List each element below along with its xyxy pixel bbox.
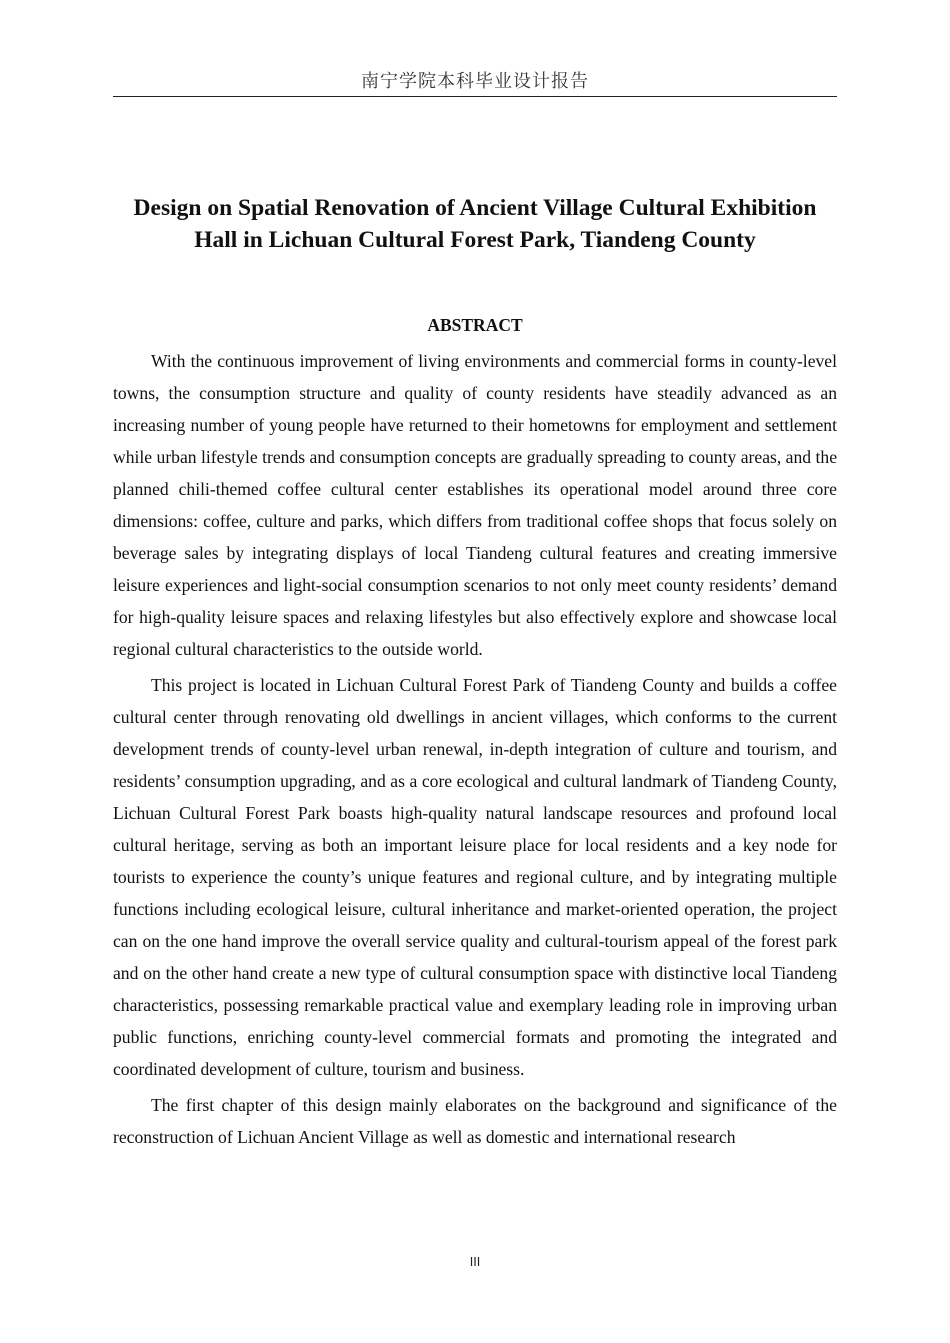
page-number: III <box>469 1255 481 1269</box>
abstract-paragraph-2: This project is located in Lichuan Cultural Forest Park of Tiandeng County and builds a coffee cultural center through renovating old dwellings in ancient villages, which conforms to the current development trends of county-level urban renewal, in-depth integration of culture and tourism, and residents’ consumption upgrading, and as a core ecological and cultural landmark of Tiandeng County, Lichuan Cultural Forest Park boasts high-quality natural landscape resources and profound local cultural heritage, serving as both an important leisure place for local residents and a key node for tourists to experience the county’s unique features and regional culture, and by integrating multiple functions including ecological leisure, cultural inheritance and market-oriented operation, the project can on the one hand improve the overall service quality and cultural-tourism appeal of the forest park and on the other hand create a new type of cultural consumption space with distinctive local Tiandeng characteristics, possessing remarkable practical value and exemplary leading role in improving urban public functions, enriching county-level commercial formats and promoting the integrated and coordinated development of culture, tourism and business. <box>113 675 837 1079</box>
running-header: 南宁学院本科毕业设计报告 <box>361 71 589 92</box>
document-title: Design on Spatial Renovation of Ancient Village Cultural Exhibition Hall in Lichuan Cultural Forest Park, Tiandeng County <box>133 195 817 253</box>
header-divider <box>113 96 837 97</box>
abstract-body <box>113 345 837 1157</box>
section-heading-abstract: ABSTRACT <box>427 315 523 335</box>
abstract-paragraph-3: The first chapter of this design mainly elaborates on the background and significance of the reconstruction of Lichuan Ancient Village as well as domestic and international research <box>113 1095 837 1147</box>
abstract-paragraph-1: With the continuous improvement of living environments and commercial forms in county-level towns, the consumption structure and quality of county residents have steadily advanced as an increasing number of young people have returned to their hometowns for employment and settlement while urban lifestyle trends and consumption concepts are gradually spreading to county areas, and the planned chili-themed coffee cultural center establishes its operational model around three core dimensions: coffee, culture and parks, which differs from traditional coffee shops that focus solely on beverage sales by integrating displays of local Tiandeng cultural features and creating immersive leisure experiences and light-social consumption scenarios to not only meet county residents’ demand for high-quality leisure spaces and relaxing lifestyles but also effectively explore and showcase local regional cultural characteristics to the outside world. <box>113 351 837 659</box>
